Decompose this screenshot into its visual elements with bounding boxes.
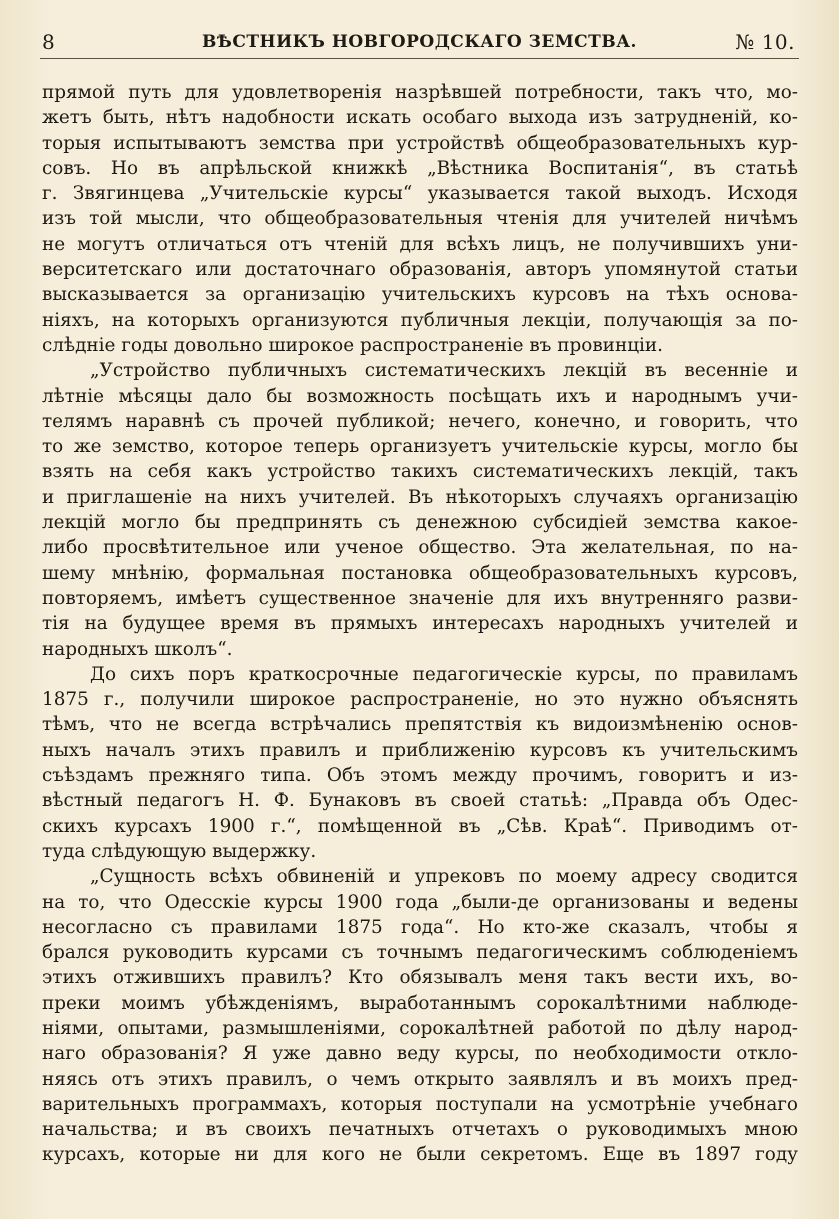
text-line: повторяемъ, имѣетъ существенное значеніе для ихъ внутренняго разви- <box>42 587 798 609</box>
text-line: то же земство, которое теперь организуетъ учительскіе курсы, могло бы <box>42 436 798 458</box>
text-line: начальства; и въ своихъ печатныхъ отчетахъ о руководимыхъ мною <box>42 1119 798 1141</box>
issue-number: № 10. <box>735 30 795 54</box>
text-line: на то, что Одесскіе курсы 1900 года „были-де организованы и ведены <box>42 891 798 913</box>
text-line: не могутъ отличаться отъ чтеній для всѣхъ лицъ, не получившихъ уни- <box>42 233 798 255</box>
text-line: тія на будущее время въ прямыхъ интересахъ народныхъ учителей и <box>42 613 798 635</box>
text-line: жетъ быть, нѣтъ надобности искать особаго выхода изъ затрудненій, ко- <box>42 107 798 129</box>
text-line: лѣтніе мѣсяцы дало бы возможность посѣщать ихъ и народнымъ учи- <box>42 385 798 407</box>
text-line: ныхъ началъ этихъ правилъ и приближенію курсовъ къ учительскимъ <box>42 739 798 761</box>
text-line: курсахъ, которые ни для кого не были секретомъ. Еще въ 1897 году <box>42 1144 798 1166</box>
body-text <box>42 80 798 1168</box>
text-line: верситетскаго или достаточнаго образованія, авторъ упомянутой статьи <box>42 259 798 281</box>
text-line: скихъ курсахъ 1900 г.“, помѣщенной въ „Сѣв. Краѣ“. Приводимъ от- <box>42 815 798 837</box>
text-line: преки моимъ убѣжденіямъ, выработаннымъ сорокалѣтними наблюде- <box>42 992 798 1014</box>
text-line: шему мнѣнію, формальная постановка общеобразовательныхъ курсовъ, <box>42 562 798 584</box>
text-line: лекцій могло бы предпринять съ денежною субсидіей земства какое- <box>42 512 798 534</box>
text-line: несогласно съ правилами 1875 года“. Но кто-же сказалъ, чтобы я <box>42 916 798 938</box>
text-line: изъ той мысли, что общеобразовательныя чтенія для учителей ничѣмъ <box>42 208 798 230</box>
running-head <box>40 28 799 59</box>
text-line: „Устройство публичныхъ систематическихъ лекцій въ весенніе и <box>90 360 798 382</box>
text-line: брался руководить курсами съ точнымъ педагогическимъ соблюденіемъ <box>42 942 798 964</box>
text-line: народныхъ школъ“. <box>42 638 233 660</box>
text-line: г. Звягинцева „Учительскіе курсы“ указывается такой выходъ. Исходя <box>42 183 798 205</box>
page-number: 8 <box>42 30 56 54</box>
text-line: либо просвѣтительное или ученое общество. Эта желательная, по на- <box>42 537 798 559</box>
text-line: и приглашеніе на нихъ учителей. Въ нѣкоторыхъ случаяхъ организацію <box>42 486 798 508</box>
text-line: „Сущность всѣхъ обвиненій и упрековъ по моему адресу сводится <box>90 866 798 888</box>
text-line: прямой путь для удовлетворенія назрѣвшей потребности, такъ что, мо- <box>42 82 798 103</box>
text-line: наго образованія? Я уже давно веду курсы, по необходимости откло- <box>42 1043 798 1065</box>
text-line: телямъ наравнѣ съ прочей публикой; нечего, конечно, и говорить, что <box>42 410 798 432</box>
journal-title: ВѢСТНИКЪ НОВГОРОДСКАГО ЗЕМСТВА. <box>202 32 637 52</box>
text-line: варительныхъ программахъ, которыя поступали на усмотрѣніе учебнаго <box>42 1093 798 1115</box>
text-line: торыя испытываютъ земства при устройствѣ общеобразовательныхъ кур- <box>42 132 798 154</box>
text-line: туда слѣдующую выдержку. <box>42 840 317 862</box>
text-line: высказывается за организацію учительскихъ курсовъ на тѣхъ основа- <box>42 284 798 306</box>
text-line: До сихъ поръ краткосрочные педагогическіе курсы, по правиламъ <box>90 663 798 685</box>
text-line: взять на себя какъ устройство такихъ систематическихъ лекцій, такъ <box>42 461 798 483</box>
text-line: слѣдніе годы довольно широкое распространеніе въ провинціи. <box>42 334 664 356</box>
text-line: ніяхъ, на которыхъ организуются публичныя лекціи, получающія за по- <box>42 309 798 331</box>
text-line: этихъ отжившихъ правилъ? Кто обязывалъ меня такъ вести ихъ, во- <box>42 967 798 989</box>
text-line: съѣздамъ прежняго типа. Объ этомъ между прочимъ, говоритъ и из- <box>42 765 798 787</box>
text-line: вѣстный педагогъ Н. Ф. Бунаковъ въ своей статьѣ: „Правда объ Одес- <box>42 790 798 812</box>
text-line: тѣмъ, что не всегда встрѣчались препятствія къ видоизмѣненію основ- <box>42 714 798 736</box>
text-line: 1875 г., получили широкое распространеніе, но это нужно объяснять <box>42 689 798 711</box>
text-line: совъ. Но въ апрѣльской книжкѣ „Вѣстника Воспитанія“, въ статьѣ <box>42 157 798 179</box>
text-line: няясь отъ этихъ правилъ, о чемъ открыто заявлялъ и въ моихъ пред- <box>42 1068 798 1090</box>
text-line: ніями, опытами, размышленіями, сорокалѣтней работой по дѣлу народ- <box>42 1017 798 1039</box>
